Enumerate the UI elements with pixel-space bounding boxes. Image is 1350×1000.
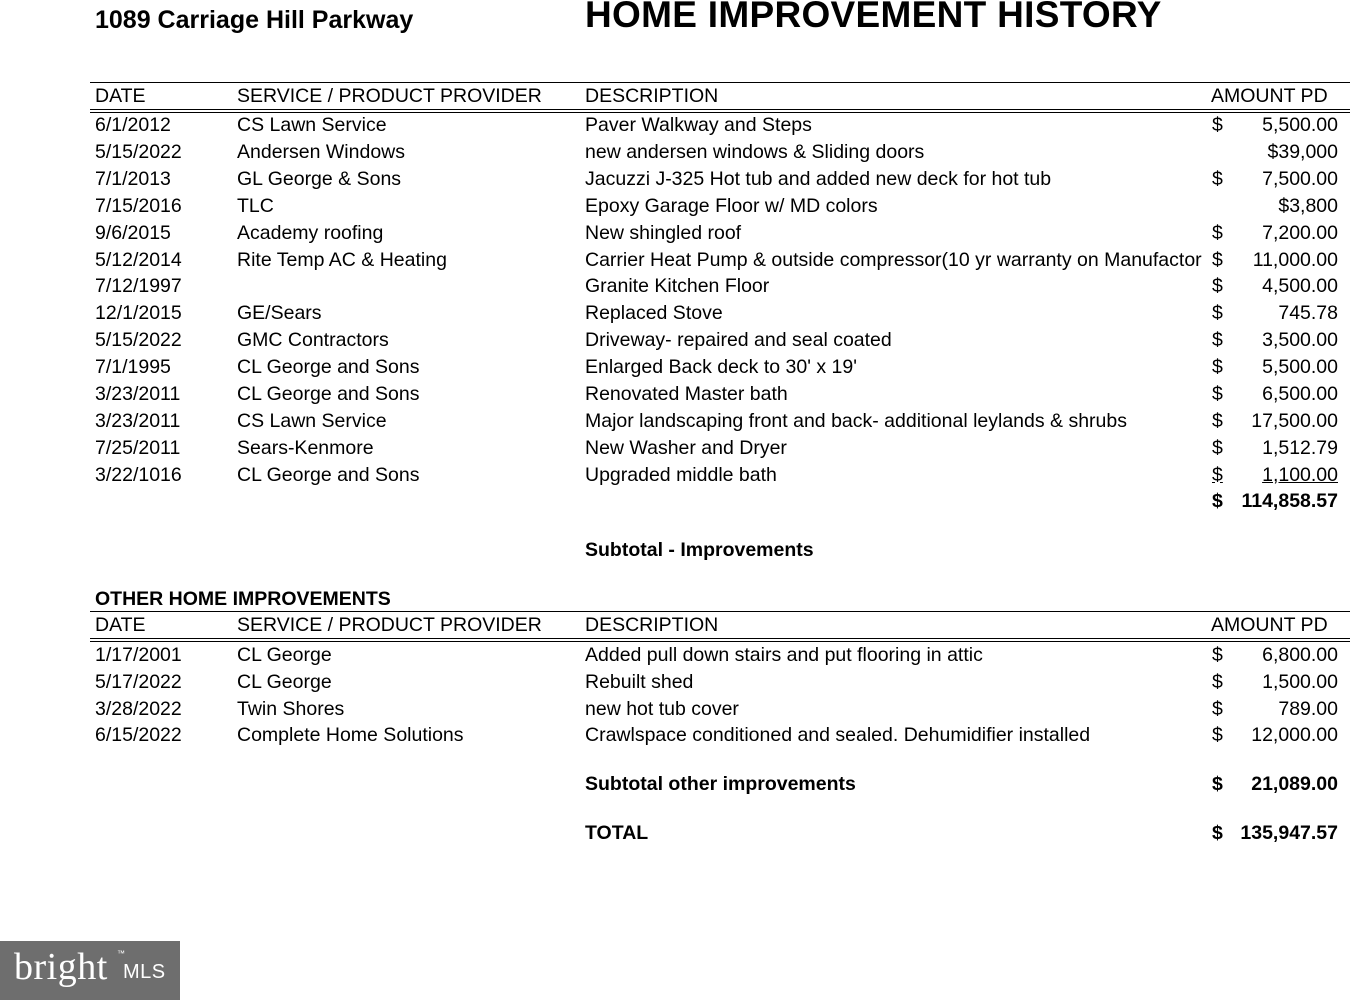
bright-mls-logo	[0, 941, 180, 1000]
improvements-total-amount: 114,858.57	[1241, 490, 1338, 512]
grand-total-row	[0, 820, 1350, 847]
cell-date: 7/1/1995	[95, 356, 171, 379]
cell-dollar: $	[1212, 724, 1223, 747]
column-header-date: DATE	[95, 85, 146, 107]
cell-date: 3/28/2022	[95, 697, 182, 720]
cell-date: 3/22/1016	[95, 463, 182, 486]
cell-amount: 7,200.00	[1262, 221, 1338, 244]
cell-description: Granite Kitchen Floor	[585, 275, 770, 298]
cell-amount: 6,500.00	[1262, 383, 1338, 405]
cell-description: new hot tub cover	[585, 697, 739, 720]
cell-amount: 5,500.00	[1262, 114, 1338, 136]
cell-provider: Sears-Kenmore	[237, 436, 374, 459]
cell-description: new andersen windows & Sliding doors	[585, 140, 925, 163]
grand-total-amount: 135,947.57	[1240, 822, 1338, 844]
column-header-description: DESCRIPTION	[585, 85, 719, 107]
cell-provider: Rite Temp AC & Heating	[237, 248, 447, 271]
cell-date: 3/23/2011	[95, 383, 181, 405]
column-header-amount: AMOUNT PD	[1211, 85, 1328, 107]
cell-dollar: $	[1212, 248, 1223, 271]
cell-provider: Academy roofing	[237, 221, 384, 244]
cell-provider: CL George and Sons	[237, 383, 420, 405]
cell-provider: CS Lawn Service	[237, 114, 387, 136]
cell-amount: $3,800	[1278, 194, 1338, 217]
cell-date: 1/17/2001	[95, 644, 182, 666]
other-subtotal-dollar: $	[1212, 773, 1223, 795]
cell-description: Replaced Stove	[585, 302, 723, 325]
table-row	[0, 642, 1350, 669]
cell-date: 7/1/2013	[95, 167, 171, 190]
cell-provider: GE/Sears	[237, 302, 322, 325]
table-row	[0, 669, 1350, 696]
table-row	[0, 462, 1350, 489]
logo-trademark: ™	[117, 949, 125, 958]
other-column-header-provider: SERVICE / PRODUCT PROVIDER	[237, 614, 542, 636]
cell-date: 3/23/2011	[95, 409, 181, 432]
improvements-subtotal-row	[0, 537, 1350, 564]
cell-date: 7/12/1997	[95, 275, 182, 298]
logo-brand-text: bright	[14, 946, 108, 988]
cell-date: 7/25/2011	[95, 436, 181, 459]
improvements-total-row	[0, 488, 1350, 515]
table-row	[0, 247, 1350, 274]
cell-dollar: $	[1212, 221, 1223, 244]
table-row	[0, 193, 1350, 220]
cell-date: 12/1/2015	[95, 302, 182, 325]
table-row	[0, 166, 1350, 193]
cell-date: 9/6/2015	[95, 221, 171, 244]
grand-total-dollar: $	[1212, 822, 1223, 844]
cell-amount: 3,500.00	[1262, 329, 1338, 352]
cell-description: Carrier Heat Pump & outside compressor(10 yr warranty on Manufactor	[585, 248, 1202, 271]
cell-dollar: $	[1212, 463, 1223, 486]
cell-description: Rebuilt shed	[585, 670, 694, 693]
cell-provider: CL George	[237, 644, 332, 666]
cell-amount: 1,100.00	[1262, 463, 1338, 486]
cell-provider: GL George & Sons	[237, 167, 402, 190]
column-header-provider: SERVICE / PRODUCT PROVIDER	[237, 85, 542, 107]
cell-dollar: $	[1212, 383, 1223, 405]
cell-date: 6/1/2012	[95, 114, 171, 136]
cell-description: Added pull down stairs and put flooring in attic	[585, 644, 983, 666]
property-address: 1089 Carriage Hill Parkway	[95, 6, 414, 34]
cell-date: 6/15/2022	[95, 724, 182, 747]
cell-dollar: $	[1212, 356, 1223, 379]
cell-provider: TLC	[237, 194, 274, 217]
cell-dollar: $	[1212, 302, 1223, 325]
cell-description: Enlarged Back deck to 30' x 19'	[585, 356, 857, 379]
cell-amount: 5,500.00	[1262, 356, 1338, 379]
table-row	[0, 273, 1350, 300]
cell-description: Upgraded middle bath	[585, 463, 777, 486]
cell-amount: 17,500.00	[1251, 409, 1338, 432]
cell-dollar: $	[1212, 644, 1223, 666]
table-row	[0, 381, 1350, 408]
table-row	[0, 435, 1350, 462]
cell-amount: 1,500.00	[1262, 670, 1338, 693]
cell-amount: 12,000.00	[1251, 724, 1338, 747]
table-row	[0, 408, 1350, 435]
table-header-row	[0, 83, 1350, 110]
cell-date: 7/15/2016	[95, 194, 182, 217]
other-table-header-row	[0, 612, 1350, 639]
table-row	[0, 696, 1350, 723]
table-row	[0, 327, 1350, 354]
cell-dollar: $	[1212, 409, 1223, 432]
cell-dollar: $	[1212, 114, 1223, 136]
cell-description: New shingled roof	[585, 221, 742, 244]
cell-dollar: $	[1212, 697, 1223, 720]
cell-date: 5/17/2022	[95, 670, 182, 693]
cell-date: 5/12/2014	[95, 248, 182, 271]
cell-description: Epoxy Garage Floor w/ MD colors	[585, 194, 878, 217]
cell-amount: 789.00	[1278, 697, 1338, 720]
cell-dollar: $	[1212, 167, 1223, 190]
other-column-header-amount: AMOUNT PD	[1211, 614, 1328, 636]
other-section-label: OTHER HOME IMPROVEMENTS	[95, 588, 391, 610]
improvements-subtotal-label: Subtotal - Improvements	[585, 539, 814, 561]
cell-date: 5/15/2022	[95, 329, 182, 352]
cell-dollar: $	[1212, 670, 1223, 693]
cell-amount: 7,500.00	[1262, 167, 1338, 190]
cell-description: Renovated Master bath	[585, 383, 788, 405]
cell-amount: $39,000	[1267, 140, 1338, 163]
other-subtotal-amount: 21,089.00	[1251, 773, 1338, 795]
cell-description: Driveway- repaired and seal coated	[585, 329, 892, 352]
table-row	[0, 722, 1350, 749]
cell-provider: Andersen Windows	[237, 140, 405, 163]
cell-amount: 745.78	[1278, 302, 1338, 325]
improvements-total-dollar: $	[1212, 490, 1223, 512]
cell-dollar: $	[1212, 329, 1223, 352]
cell-provider: Complete Home Solutions	[237, 724, 464, 747]
table-row	[0, 300, 1350, 327]
page-title: HOME IMPROVEMENT HISTORY	[585, 0, 1162, 35]
cell-provider: CL George	[237, 670, 332, 693]
cell-date: 5/15/2022	[95, 140, 182, 163]
cell-amount: 4,500.00	[1262, 275, 1338, 298]
cell-provider: CS Lawn Service	[237, 409, 387, 432]
cell-provider: CL George and Sons	[237, 463, 420, 486]
cell-description: Major landscaping front and back- additional leylands & shrubs	[585, 409, 1127, 432]
other-column-header-description: DESCRIPTION	[585, 614, 719, 636]
table-row	[0, 354, 1350, 381]
cell-provider: CL George and Sons	[237, 356, 420, 379]
cell-amount: 6,800.00	[1262, 644, 1338, 666]
cell-provider: Twin Shores	[237, 697, 345, 720]
grand-total-label: TOTAL	[585, 822, 649, 844]
table-row	[0, 112, 1350, 139]
cell-description: New Washer and Dryer	[585, 436, 787, 459]
cell-description: Jacuzzi J-325 Hot tub and added new deck for hot tub	[585, 167, 1052, 190]
cell-amount: 11,000.00	[1252, 248, 1338, 271]
cell-description: Crawlspace conditioned and sealed. Dehumidifier installed	[585, 724, 1091, 747]
logo-mls-text: MLS	[123, 961, 166, 983]
cell-dollar: $	[1212, 436, 1223, 459]
table-row	[0, 220, 1350, 247]
table-row	[0, 139, 1350, 166]
other-column-header-date: DATE	[95, 614, 146, 636]
other-subtotal-row	[0, 771, 1350, 798]
other-subtotal-label: Subtotal other improvements	[585, 773, 856, 795]
cell-dollar: $	[1212, 275, 1223, 298]
cell-description: Paver Walkway and Steps	[585, 114, 812, 136]
cell-amount: 1,512.79	[1262, 436, 1338, 459]
cell-provider: GMC Contractors	[237, 329, 389, 352]
